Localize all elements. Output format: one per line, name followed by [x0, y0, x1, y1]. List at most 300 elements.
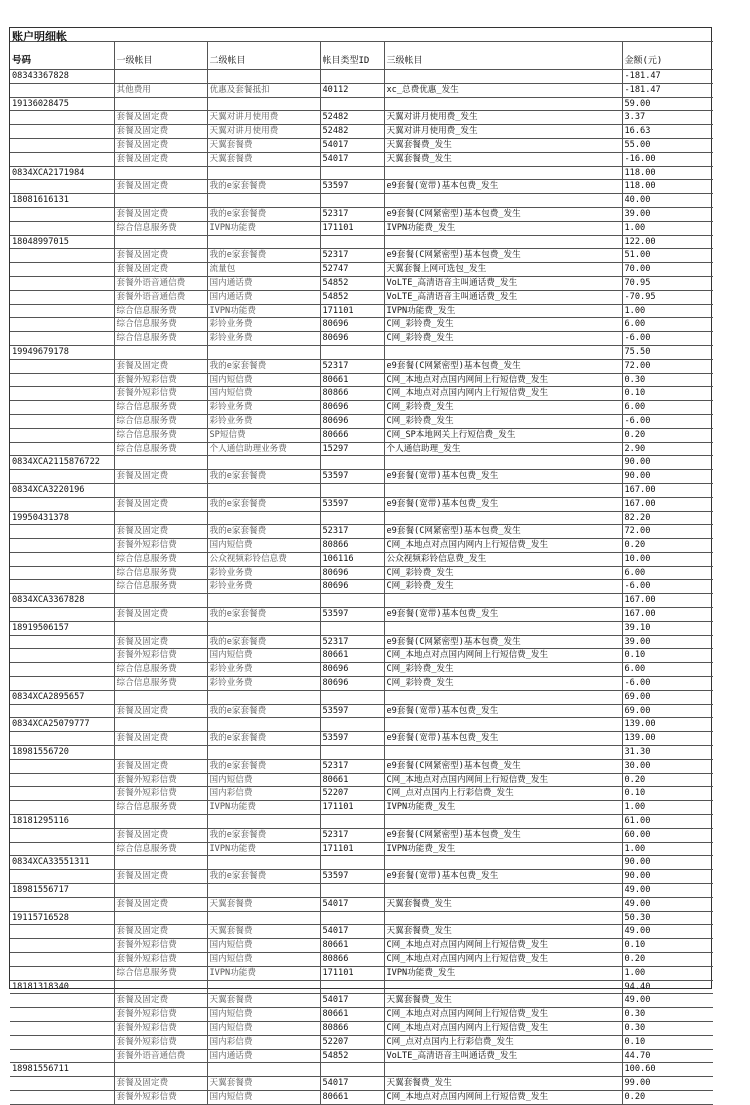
cell-level1 — [114, 511, 207, 525]
cell-type-id — [320, 194, 384, 208]
cell-level3: e9套餐(C网紧密型)基本包费_发生 — [384, 828, 622, 842]
cell-number — [10, 953, 114, 967]
cell-type-id — [320, 911, 384, 925]
cell-amount: 167.00 — [622, 483, 713, 497]
cell-type-id — [320, 690, 384, 704]
cell-amount: 10.00 — [622, 552, 713, 566]
cell-level1: 综合信息服务费 — [114, 663, 207, 677]
cell-amount: 60.00 — [622, 828, 713, 842]
cell-amount: 90.00 — [622, 470, 713, 484]
account-row — [10, 718, 713, 732]
cell-level2: 我的e家套餐费 — [207, 732, 320, 746]
table-row — [10, 953, 713, 967]
cell-amount: 6.00 — [622, 401, 713, 415]
cell-number — [10, 470, 114, 484]
table-row — [10, 414, 713, 428]
cell-level1 — [114, 690, 207, 704]
cell-level3: 天翼套餐上网可选包_发生 — [384, 263, 622, 277]
cell-type-id: 80661 — [320, 373, 384, 387]
table-row — [10, 939, 713, 953]
cell-type-id: 54017 — [320, 1077, 384, 1091]
cell-amount: -181.47 — [622, 83, 713, 97]
cell-level3: C网_本地点对点国内网内上行短信费_发生 — [384, 387, 622, 401]
cell-type-id: 80696 — [320, 414, 384, 428]
table-row — [10, 138, 713, 152]
cell-amount: 30.00 — [622, 759, 713, 773]
cell-number — [10, 939, 114, 953]
cell-level2: IVPN功能费 — [207, 221, 320, 235]
cell-level2: 彩铃业务费 — [207, 663, 320, 677]
table-row — [10, 442, 713, 456]
cell-level2: 我的e家套餐费 — [207, 828, 320, 842]
cell-amount: 49.00 — [622, 994, 713, 1008]
cell-type-id: 80661 — [320, 939, 384, 953]
table-row — [10, 925, 713, 939]
table-row — [10, 470, 713, 484]
cell-level1: 套餐及固定费 — [114, 525, 207, 539]
cell-amount: 1.00 — [622, 304, 713, 318]
table-row — [10, 207, 713, 221]
cell-number — [10, 290, 114, 304]
cell-amount: -6.00 — [622, 677, 713, 691]
cell-level2: 天翼套餐费 — [207, 897, 320, 911]
cell-type-id — [320, 235, 384, 249]
header-amount: 金额(元) — [622, 42, 713, 70]
cell-level2: 彩铃业务费 — [207, 332, 320, 346]
cell-amount: 3.37 — [622, 111, 713, 125]
cell-amount: -70.95 — [622, 290, 713, 304]
cell-level3: 天翼套餐费_发生 — [384, 994, 622, 1008]
page-title: 账户明细帐 — [12, 30, 67, 43]
cell-number — [10, 125, 114, 139]
cell-level1 — [114, 980, 207, 994]
cell-amount: 94.40 — [622, 980, 713, 994]
cell-type-id — [320, 483, 384, 497]
cell-number — [10, 870, 114, 884]
cell-level1 — [114, 70, 207, 84]
cell-number — [10, 1090, 114, 1104]
cell-level3: IVPN功能费_发生 — [384, 801, 622, 815]
cell-number: 19949679178 — [10, 345, 114, 359]
cell-amount: 139.00 — [622, 718, 713, 732]
table-row — [10, 318, 713, 332]
cell-amount: 49.00 — [622, 884, 713, 898]
cell-level1: 套餐外短彩信费 — [114, 649, 207, 663]
cell-level1: 套餐及固定费 — [114, 138, 207, 152]
account-row — [10, 980, 713, 994]
cell-amount: 122.00 — [622, 235, 713, 249]
cell-amount: 55.00 — [622, 138, 713, 152]
table-row — [10, 994, 713, 1008]
table-row — [10, 608, 713, 622]
account-row — [10, 621, 713, 635]
cell-type-id: 52747 — [320, 263, 384, 277]
cell-level2: 天翼套餐费 — [207, 152, 320, 166]
cell-number — [10, 1035, 114, 1049]
cell-level2: 国内通话费 — [207, 276, 320, 290]
cell-number — [10, 608, 114, 622]
cell-level3: C网_点对点国内上行彩信费_发生 — [384, 787, 622, 801]
cell-level1: 套餐外短彩信费 — [114, 1090, 207, 1104]
cell-level1: 套餐外短彩信费 — [114, 1021, 207, 1035]
cell-type-id: 52482 — [320, 125, 384, 139]
cell-level1 — [114, 621, 207, 635]
table-row — [10, 525, 713, 539]
cell-type-id: 52317 — [320, 359, 384, 373]
cell-number — [10, 732, 114, 746]
cell-amount: 2.90 — [622, 442, 713, 456]
cell-level1: 套餐及固定费 — [114, 207, 207, 221]
cell-number: 18981556720 — [10, 746, 114, 760]
cell-level2: 国内彩信费 — [207, 787, 320, 801]
cell-amount: 0.30 — [622, 1021, 713, 1035]
cell-type-id: 80696 — [320, 332, 384, 346]
cell-amount: 167.00 — [622, 608, 713, 622]
cell-number — [10, 677, 114, 691]
cell-amount: 6.00 — [622, 566, 713, 580]
cell-type-id — [320, 980, 384, 994]
cell-type-id: 80866 — [320, 387, 384, 401]
account-row — [10, 483, 713, 497]
cell-amount: 90.00 — [622, 856, 713, 870]
table-row — [10, 401, 713, 415]
header-number: 号码 — [10, 42, 114, 70]
cell-type-id: 80661 — [320, 1008, 384, 1022]
cell-level2: IVPN功能费 — [207, 304, 320, 318]
account-row — [10, 594, 713, 608]
cell-type-id: 80866 — [320, 539, 384, 553]
cell-amount: 70.00 — [622, 263, 713, 277]
cell-level1: 套餐及固定费 — [114, 180, 207, 194]
cell-level1: 套餐及固定费 — [114, 1077, 207, 1091]
account-row — [10, 511, 713, 525]
cell-number — [10, 925, 114, 939]
cell-type-id: 171101 — [320, 966, 384, 980]
cell-level2: 国内通话费 — [207, 1049, 320, 1063]
table-row — [10, 221, 713, 235]
header-level2: 二级帐目 — [207, 42, 320, 70]
cell-number — [10, 525, 114, 539]
table-row — [10, 152, 713, 166]
cell-type-id: 53597 — [320, 870, 384, 884]
cell-level3: e9套餐(C网紧密型)基本包费_发生 — [384, 525, 622, 539]
cell-level2 — [207, 746, 320, 760]
cell-level1: 综合信息服务费 — [114, 414, 207, 428]
cell-amount: 0.10 — [622, 787, 713, 801]
cell-level3: C网_彩铃费_发生 — [384, 663, 622, 677]
cell-number — [10, 497, 114, 511]
cell-level2: 天翼对讲月使用费 — [207, 111, 320, 125]
cell-level3: VoLTE_高清语音主叫通话费_发生 — [384, 1049, 622, 1063]
cell-type-id: 80696 — [320, 566, 384, 580]
cell-type-id: 80661 — [320, 649, 384, 663]
cell-level2: 公众视频彩铃信息费 — [207, 552, 320, 566]
cell-level3: IVPN功能费_发生 — [384, 842, 622, 856]
cell-level1: 套餐及固定费 — [114, 263, 207, 277]
cell-number — [10, 332, 114, 346]
cell-amount: 69.00 — [622, 690, 713, 704]
cell-type-id: 171101 — [320, 801, 384, 815]
cell-amount: 50.30 — [622, 911, 713, 925]
table-header-row — [10, 42, 713, 70]
cell-level1: 套餐及固定费 — [114, 994, 207, 1008]
cell-type-id: 54017 — [320, 994, 384, 1008]
cell-amount: 40.00 — [622, 194, 713, 208]
cell-level3: VoLTE_高清语音主叫通话费_发生 — [384, 290, 622, 304]
table-row — [10, 842, 713, 856]
cell-level2 — [207, 235, 320, 249]
cell-level2: SP短信费 — [207, 428, 320, 442]
cell-level2 — [207, 483, 320, 497]
cell-type-id: 80696 — [320, 580, 384, 594]
cell-level3: e9套餐(C网紧密型)基本包费_发生 — [384, 759, 622, 773]
cell-number — [10, 180, 114, 194]
cell-level1: 其他费用 — [114, 83, 207, 97]
cell-number: 18048997015 — [10, 235, 114, 249]
cell-level2: IVPN功能费 — [207, 966, 320, 980]
table-row — [10, 704, 713, 718]
cell-level3: C网_彩铃费_发生 — [384, 318, 622, 332]
table-row — [10, 966, 713, 980]
cell-level3: C网_本地点对点国内网间上行短信费_发生 — [384, 1090, 622, 1104]
header-type-id: 帐目类型ID — [320, 42, 384, 70]
cell-level2: 我的e家套餐费 — [207, 608, 320, 622]
table-row — [10, 304, 713, 318]
cell-amount: 0.20 — [622, 539, 713, 553]
cell-level2 — [207, 1063, 320, 1077]
cell-level1: 套餐及固定费 — [114, 635, 207, 649]
cell-number — [10, 1049, 114, 1063]
cell-amount: 167.00 — [622, 594, 713, 608]
cell-level1: 套餐外短彩信费 — [114, 387, 207, 401]
cell-number — [10, 842, 114, 856]
cell-level3: 天翼套餐费_发生 — [384, 152, 622, 166]
cell-level3: e9套餐(C网紧密型)基本包费_发生 — [384, 249, 622, 263]
cell-level1 — [114, 166, 207, 180]
cell-level2: 国内通话费 — [207, 290, 320, 304]
cell-level3: e9套餐(宽带)基本包费_发生 — [384, 870, 622, 884]
table-row — [10, 290, 713, 304]
cell-amount: 59.00 — [622, 97, 713, 111]
cell-amount: 100.60 — [622, 1063, 713, 1077]
cell-level2: 我的e家套餐费 — [207, 207, 320, 221]
table-row — [10, 649, 713, 663]
cell-level1: 综合信息服务费 — [114, 442, 207, 456]
cell-level2: IVPN功能费 — [207, 801, 320, 815]
account-row — [10, 194, 713, 208]
table-row — [10, 539, 713, 553]
cell-level3: e9套餐(宽带)基本包费_发生 — [384, 180, 622, 194]
cell-level3: e9套餐(宽带)基本包费_发生 — [384, 608, 622, 622]
cell-level1: 综合信息服务费 — [114, 801, 207, 815]
cell-type-id: 54852 — [320, 290, 384, 304]
table-row — [10, 732, 713, 746]
cell-type-id — [320, 456, 384, 470]
cell-level1 — [114, 856, 207, 870]
cell-level3: e9套餐(宽带)基本包费_发生 — [384, 497, 622, 511]
cell-level2: 我的e家套餐费 — [207, 497, 320, 511]
cell-level1: 综合信息服务费 — [114, 552, 207, 566]
cell-level1: 套餐外短彩信费 — [114, 1035, 207, 1049]
table-row — [10, 428, 713, 442]
cell-amount: 72.00 — [622, 525, 713, 539]
cell-number: 0834XCA25079777 — [10, 718, 114, 732]
cell-level3: C网_本地点对点国内网间上行短信费_发生 — [384, 1008, 622, 1022]
cell-type-id: 106116 — [320, 552, 384, 566]
cell-level1 — [114, 235, 207, 249]
cell-level3: C网_本地点对点国内网间上行短信费_发生 — [384, 649, 622, 663]
cell-level1 — [114, 345, 207, 359]
cell-level3: e9套餐(C网紧密型)基本包费_发生 — [384, 207, 622, 221]
cell-amount: 82.20 — [622, 511, 713, 525]
cell-amount: 49.00 — [622, 897, 713, 911]
table-row — [10, 276, 713, 290]
cell-level3: 天翼套餐费_发生 — [384, 138, 622, 152]
account-row — [10, 856, 713, 870]
cell-amount: 90.00 — [622, 456, 713, 470]
account-row — [10, 884, 713, 898]
cell-level1: 套餐外短彩信费 — [114, 787, 207, 801]
table-row — [10, 677, 713, 691]
cell-level2: 天翼套餐费 — [207, 994, 320, 1008]
cell-level1: 综合信息服务费 — [114, 842, 207, 856]
cell-type-id: 52207 — [320, 787, 384, 801]
cell-level2: 流量包 — [207, 263, 320, 277]
cell-level3: 天翼套餐费_发生 — [384, 925, 622, 939]
cell-amount: 1.00 — [622, 966, 713, 980]
cell-level1 — [114, 746, 207, 760]
cell-amount: 90.00 — [622, 870, 713, 884]
cell-level2 — [207, 166, 320, 180]
cell-amount: 61.00 — [622, 815, 713, 829]
cell-level1: 套餐及固定费 — [114, 897, 207, 911]
cell-level3 — [384, 815, 622, 829]
cell-level2 — [207, 911, 320, 925]
cell-number: 0834XCA2171984 — [10, 166, 114, 180]
cell-type-id: 54017 — [320, 897, 384, 911]
cell-level2 — [207, 884, 320, 898]
cell-level2: 彩铃业务费 — [207, 401, 320, 415]
table-row — [10, 787, 713, 801]
cell-level1: 综合信息服务费 — [114, 221, 207, 235]
cell-level3 — [384, 621, 622, 635]
cell-number — [10, 442, 114, 456]
cell-level2: 彩铃业务费 — [207, 318, 320, 332]
cell-number: 18081616131 — [10, 194, 114, 208]
cell-level2: 我的e家套餐费 — [207, 704, 320, 718]
cell-amount: -6.00 — [622, 414, 713, 428]
cell-number — [10, 635, 114, 649]
cell-type-id — [320, 70, 384, 84]
cell-number: 0834XCA3220196 — [10, 483, 114, 497]
cell-level2 — [207, 980, 320, 994]
cell-amount: 0.30 — [622, 373, 713, 387]
cell-level2: 我的e家套餐费 — [207, 525, 320, 539]
cell-level3: C网_彩铃费_发生 — [384, 566, 622, 580]
account-row — [10, 911, 713, 925]
cell-number: 0834XCA2115876722 — [10, 456, 114, 470]
cell-type-id: 80866 — [320, 953, 384, 967]
cell-level3: C网_本地点对点国内网内上行短信费_发生 — [384, 953, 622, 967]
cell-type-id: 52317 — [320, 249, 384, 263]
cell-number — [10, 539, 114, 553]
cell-type-id: 80696 — [320, 401, 384, 415]
cell-number: 0834XCA3367828 — [10, 594, 114, 608]
cell-type-id: 54017 — [320, 138, 384, 152]
cell-type-id: 52207 — [320, 1035, 384, 1049]
cell-amount: 0.20 — [622, 428, 713, 442]
account-row — [10, 746, 713, 760]
cell-number — [10, 552, 114, 566]
cell-amount: 51.00 — [622, 249, 713, 263]
cell-number — [10, 649, 114, 663]
cell-level3 — [384, 166, 622, 180]
cell-level2 — [207, 594, 320, 608]
cell-level3: C网_本地点对点国内网间上行短信费_发生 — [384, 773, 622, 787]
cell-type-id: 80866 — [320, 1021, 384, 1035]
cell-level1: 套餐及固定费 — [114, 111, 207, 125]
cell-level1: 套餐及固定费 — [114, 470, 207, 484]
cell-type-id: 54852 — [320, 276, 384, 290]
cell-level2: 国内短信费 — [207, 773, 320, 787]
table-row — [10, 180, 713, 194]
cell-number — [10, 207, 114, 221]
table-row — [10, 552, 713, 566]
cell-level1: 套餐外短彩信费 — [114, 539, 207, 553]
cell-number — [10, 387, 114, 401]
cell-level1: 套餐及固定费 — [114, 125, 207, 139]
cell-level3: e9套餐(宽带)基本包费_发生 — [384, 704, 622, 718]
cell-number: 0834XCA33551311 — [10, 856, 114, 870]
cell-number — [10, 1008, 114, 1022]
cell-number — [10, 414, 114, 428]
cell-number — [10, 152, 114, 166]
cell-level2: 个人通信助理业务费 — [207, 442, 320, 456]
cell-number: 18981556717 — [10, 884, 114, 898]
cell-number — [10, 801, 114, 815]
cell-number: 08343367828 — [10, 70, 114, 84]
cell-type-id: 54017 — [320, 925, 384, 939]
cell-level1: 套餐外语音通信费 — [114, 290, 207, 304]
cell-level1: 综合信息服务费 — [114, 401, 207, 415]
cell-level2: 彩铃业务费 — [207, 580, 320, 594]
cell-type-id: 80696 — [320, 663, 384, 677]
cell-amount: 44.70 — [622, 1049, 713, 1063]
cell-number: 18919506157 — [10, 621, 114, 635]
cell-level2: 优惠及套餐抵扣 — [207, 83, 320, 97]
cell-type-id — [320, 856, 384, 870]
cell-level2: 我的e家套餐费 — [207, 759, 320, 773]
cell-level3 — [384, 235, 622, 249]
cell-level1 — [114, 911, 207, 925]
cell-level3: 天翼对讲月使用费_发生 — [384, 111, 622, 125]
cell-level2 — [207, 718, 320, 732]
cell-number — [10, 359, 114, 373]
cell-type-id — [320, 166, 384, 180]
table-row — [10, 663, 713, 677]
cell-type-id: 80696 — [320, 318, 384, 332]
cell-number — [10, 704, 114, 718]
cell-level1 — [114, 483, 207, 497]
cell-amount: -6.00 — [622, 580, 713, 594]
cell-type-id: 53597 — [320, 180, 384, 194]
cell-number — [10, 263, 114, 277]
table-row — [10, 1049, 713, 1063]
cell-amount: 118.00 — [622, 180, 713, 194]
cell-amount: 0.10 — [622, 649, 713, 663]
cell-number — [10, 138, 114, 152]
cell-level3: C网_彩铃费_发生 — [384, 677, 622, 691]
